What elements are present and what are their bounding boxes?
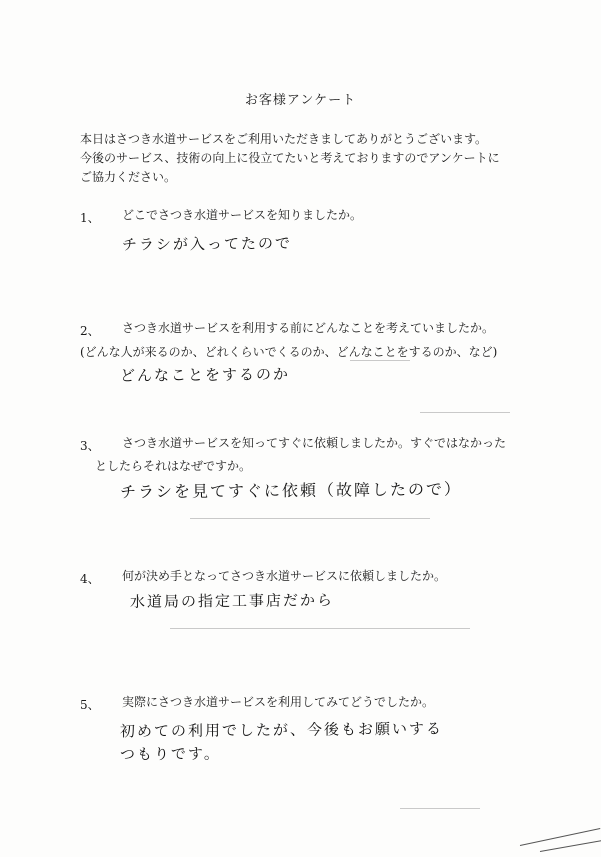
- handwritten-answer: チラシを見てすぐに依頼（故障したので）: [119, 479, 463, 502]
- question-text: さつき水道サービスを知ってすぐに依頼しましたか。すぐではなかった: [122, 436, 507, 450]
- question-number: 1、: [80, 211, 100, 225]
- intro-line: 今後のサービス、技術の向上に役立てたいと考えておりますのでアンケートに: [80, 151, 500, 165]
- question-text: 実際にさつき水道サービスを利用してみてどうでしたか。: [122, 695, 435, 709]
- intro-paragraph: [80, 130, 550, 187]
- intro-line: 本日はさつき水道サービスをご利用いただきましてありがとうございます。: [80, 132, 488, 146]
- handwritten-answer: チラシが入ってたので: [121, 234, 293, 254]
- handwritten-answer-line: つもりです。: [119, 744, 221, 764]
- question-subtext: (どんな人が来るのか、どれくらいでくるのか、どんなことをするのか、など): [80, 345, 498, 359]
- question-text: 何が決め手となってさつき水道サービスに依頼しましたか。: [122, 569, 447, 583]
- page-title: お客様アンケート: [244, 93, 357, 108]
- scan-artifact: [190, 518, 430, 519]
- question-number: 5、: [80, 698, 100, 712]
- handwritten-answer-line: 初めての利用でしたが、今後もお願いする: [119, 719, 444, 741]
- question-number: 3、: [80, 439, 100, 453]
- question-number: 4、: [80, 572, 100, 586]
- scan-artifact: [400, 808, 480, 809]
- handwritten-answer: どんなことをするのか: [119, 365, 291, 385]
- scan-artifact: [350, 360, 410, 361]
- scan-artifact: [170, 628, 470, 629]
- question-text-continued: としたらそれはなぜですか。: [95, 459, 252, 473]
- scan-edge-line: [540, 840, 601, 852]
- handwritten-answer: 水道局の指定工事店だから: [129, 591, 335, 611]
- intro-line: ご協力ください。: [80, 170, 177, 184]
- question-number: 2、: [80, 324, 100, 338]
- question-text: さつき水道サービスを利用する前にどんなことを考えていましたか。: [122, 321, 495, 335]
- question-text: どこでさつき水道サービスを知りましたか。: [122, 208, 363, 222]
- scan-artifact: [420, 412, 510, 413]
